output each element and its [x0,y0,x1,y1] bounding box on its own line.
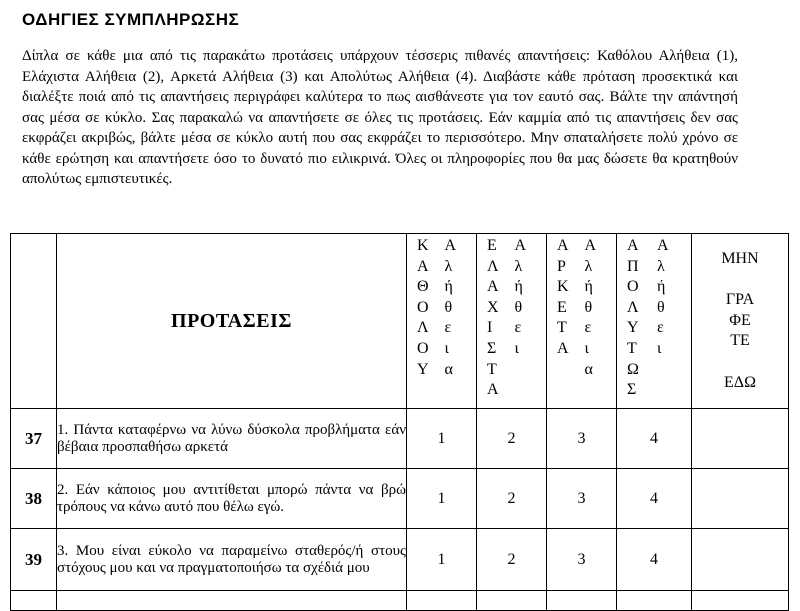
option-4[interactable]: 4 [617,529,692,591]
header-letter: ι [657,339,662,357]
header-letter: α [444,360,453,378]
option-2[interactable]: 2 [477,529,547,591]
header-letter: α [584,360,593,378]
header-letter: ε [514,319,522,337]
instructions-paragraph: Δίπλα σε κάθε μια από τις παρακάτω προτάσεις υπάρχουν τέσσερις πιθανές απαντήσεις: Καθόλου Αλήθεια (1), Ελάχιστα Αλήθεια (2), Αρκετά Αλήθεια (3) και Απολύτως Αλήθεια (4). Διαβάστε κάθε πρόταση προσεκτικά και διαλέξτε ποιά από τις απαντήσεις περιγράφει καλύτερα το πως αισθάνεστε για τον εαυτό σας. Βάλτε την απάντησή σας μέσα σε κύκλο. Σας παρακαλώ να απαντήσετε σε όλες τις προτάσεις. Εάν καμμία από τις απαντήσεις δεν σας εκφράζει ακριβώς, βάλτε μέσα σε κύκλο αυτή που σας εκφράζει το περισσότερο. Μην σπαταλήσετε πολύ χρόνο σε κάθε ερώτηση και απαντήσετε όσο το δυνατό πιο ειλικρινά. Όλες οι πληροφορίες που θα μας δώσετε θα κρατηθούν απολύτως εμπιστευτικές. [22,48,738,187]
header-skip-word: ΤΕ [730,332,750,350]
header-letter: Α [417,257,429,275]
do-not-write-cell [692,469,789,529]
header-letter: θ [657,298,665,316]
header-statements: ΠΡΟΤΑΣΕΙΣ [57,234,407,409]
option-3[interactable]: 3 [547,409,617,469]
statement-text: 2. Εάν κάποιος μου αντιτίθεται μπορώ πάντα να βρώ τρόπους να κάνω αυτό που θέλω εγώ. [57,469,407,529]
header-letter: λ [514,257,523,275]
header-letter: Α [657,237,669,254]
header-col-1 [407,234,477,409]
questionnaire-table [10,233,789,611]
option-3[interactable]: 3 [547,529,617,591]
header-number-cell [11,234,57,409]
page-title: ΟΔΗΓΙΕΣ ΣΥΜΠΛΗΡΩΣΗΣ [22,10,240,29]
header-letter: λ [584,257,593,275]
header-letter: ι [444,339,449,357]
header-letter: Θ [417,278,429,296]
statement-text: 1. Πάντα καταφέρνω να λύνω δύσκολα προβλήματα εάν βέβαια προσπαθήσω αρκετά [57,409,407,469]
header-letter: ή [584,278,593,296]
header-letter [557,360,583,381]
header-letter: θ [584,298,593,316]
header-letter: Ο [417,298,429,316]
header-letter: Ο [417,339,429,357]
header-letter: Α [444,237,457,254]
header-col-4 [617,234,692,409]
row-number: 37 [11,409,57,469]
option-1[interactable]: 1 [407,469,477,529]
header-letter: Α [487,278,499,296]
header-skip-word: ΦΕ [729,311,751,329]
header-letter: Σ [627,381,637,399]
header-letter: Α [557,339,569,357]
header-letter: Ε [487,237,497,254]
header-letter: ή [444,278,453,296]
header-letter: Ι [487,319,493,337]
header-letter: Ω [627,360,639,378]
header-letter: Α [487,381,499,399]
header-skip-word: ΜΗΝ [721,249,759,267]
table-row-partial [11,591,789,611]
header-letter: Λ [627,298,639,316]
statement-text: 3. Μου είναι εύκολο να παραμείνω σταθερός/ή στους στόχους μου και να πραγματοποιήσω τα σχέδιά μου [57,529,407,591]
header-letter: θ [444,298,453,316]
header-letter: Ρ [557,257,566,275]
header-letter: Τ [557,319,567,337]
do-not-write-cell [692,529,789,591]
row-number: 39 [11,529,57,591]
header-do-not-write [692,234,789,409]
header-col-letters [617,234,691,408]
option-1[interactable]: 1 [407,409,477,469]
option-1[interactable]: 1 [407,529,477,591]
header-letter [515,360,541,381]
header-letter: θ [514,298,523,316]
option-4[interactable]: 4 [617,469,692,529]
header-letter: Χ [487,298,499,316]
header-letter: Λ [417,319,429,337]
header-col-letters [477,234,546,408]
header-letter: ε [444,319,452,337]
header-letter: λ [657,257,665,275]
header-letter: Υ [417,360,429,378]
header-col-3 [547,234,617,409]
table-row [11,469,789,529]
header-letter: Λ [487,257,499,275]
header-letter: Τ [487,360,497,378]
header-letter: Κ [417,237,429,254]
header-letter [515,380,541,401]
header-letter [657,380,685,401]
header-col-letters [547,234,616,408]
header-letter: Σ [487,339,497,357]
header-letter: ή [657,278,666,296]
header-letter: Ο [627,278,639,296]
header-letter: ε [584,319,592,337]
header-letter: λ [444,257,453,275]
header-letter: ι [514,339,519,357]
header-letter: Π [627,257,639,275]
header-letter: Α [557,237,569,254]
header-col-letters [407,234,476,408]
header-letter: Υ [627,319,639,337]
header-letter: Κ [557,278,569,296]
row-number: 38 [11,469,57,529]
do-not-write-cell [692,409,789,469]
option-4[interactable]: 4 [617,409,692,469]
table-row [11,529,789,591]
option-3[interactable]: 3 [547,469,617,529]
table-row [11,409,789,469]
header-col-2 [477,234,547,409]
header-letter: Α [584,237,597,254]
header-letter [657,360,685,381]
header-letter: Τ [627,339,637,357]
option-2[interactable]: 2 [477,469,547,529]
header-letter: ή [514,278,523,296]
header-letter: Α [627,237,639,254]
header-letter: Α [514,237,527,254]
header-letter: ι [584,339,589,357]
header-letter: Ε [557,298,567,316]
header-skip-word: ΕΔΩ [724,373,756,391]
table-header-row [11,234,789,409]
header-letter: ε [657,319,664,337]
option-2[interactable]: 2 [477,409,547,469]
header-skip-word: ΓΡΑ [725,291,755,309]
